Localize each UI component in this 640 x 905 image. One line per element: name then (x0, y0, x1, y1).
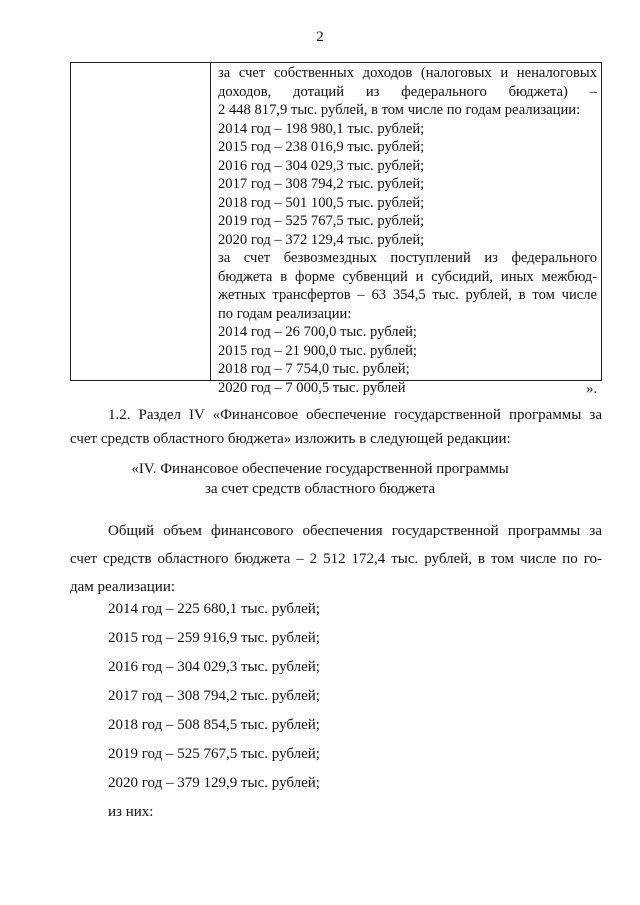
section-paragraph (70, 403, 602, 451)
paragraph-line: дам реализации: (70, 579, 176, 595)
funding-table (70, 62, 602, 396)
table-line: 2015 год – 238 016,9 тыс. рублей; (218, 139, 425, 155)
section-heading (0, 459, 640, 499)
paragraph-line: Общий объем финансового обеспечения государственной программы за (108, 523, 602, 539)
table-line: за счет безвозмездных поступлений из федерального (218, 250, 597, 266)
year-item: 2019 год – 525 767,5 тыс. рублей; (108, 746, 320, 762)
table-line: 2020 год – 7 000,5 тыс. рублей (218, 379, 406, 396)
paragraph-line: счет средств областного бюджета» изложить в следующей редакции: (70, 431, 511, 447)
table-column-divider (210, 63, 211, 380)
table-line: бюджета в форме субвенций и субсидий, иных межбюд- (218, 268, 597, 285)
table-line: 2 448 817,9 тыс. рублей, в том числе по годам реализации: (218, 102, 581, 118)
year-item: 2020 год – 379 129,9 тыс. рублей; (108, 775, 320, 791)
table-cell-text (218, 64, 597, 397)
paragraph-line: счет средств областного бюджета – 2 512 172,4 тыс. рублей, в том числе по го- (70, 551, 602, 567)
year-item: 2018 год – 508 854,5 тыс. рублей; (108, 717, 320, 733)
heading-line: «IV. Финансовое обеспечение государственной программы (131, 461, 509, 477)
year-item: из них: (108, 804, 154, 820)
year-item: 2014 год – 225 680,1 тыс. рублей; (108, 601, 320, 617)
total-paragraph (70, 517, 602, 601)
table-line: доходов, дотаций из федерального бюджета) – (218, 83, 597, 100)
table-line: 2017 год – 308 794,2 тыс. рублей; (218, 176, 425, 192)
table-line: 2014 год – 198 980,1 тыс. рублей; (218, 120, 425, 137)
table-line: по годам реализации: (218, 305, 352, 322)
table-line: жетных трансфертов – 63 354,5 тыс. рублей, в том числе (218, 287, 597, 303)
table-line: за счет собственных доходов (налоговых и неналоговых (218, 65, 597, 81)
paragraph-line: 1.2. Раздел IV «Финансовое обеспечение государственной программы за (108, 407, 602, 423)
table-line: 2014 год – 26 700,0 тыс. рублей; (218, 324, 417, 340)
table-line: 2016 год – 304 029,3 тыс. рублей; (218, 157, 425, 174)
table-line: 2020 год – 372 129,4 тыс. рублей; (218, 231, 425, 248)
year-item: 2015 год – 259 916,9 тыс. рублей; (108, 630, 320, 646)
closing-quote: ». (586, 381, 598, 397)
year-item: 2017 год – 308 794,2 тыс. рублей; (108, 688, 320, 704)
table-line: 2018 год – 501 100,5 тыс. рублей; (218, 194, 425, 211)
heading-line: за счет средств областного бюджета (204, 481, 436, 497)
page-number: 2 (316, 29, 324, 45)
year-list (108, 601, 320, 833)
table-line: 2015 год – 21 900,0 тыс. рублей; (218, 342, 417, 359)
table-line: 2018 год – 7 754,0 тыс. рублей; (218, 361, 410, 377)
table-line: 2019 год – 525 767,5 тыс. рублей; (218, 213, 425, 229)
year-item: 2016 год – 304 029,3 тыс. рублей; (108, 659, 320, 675)
